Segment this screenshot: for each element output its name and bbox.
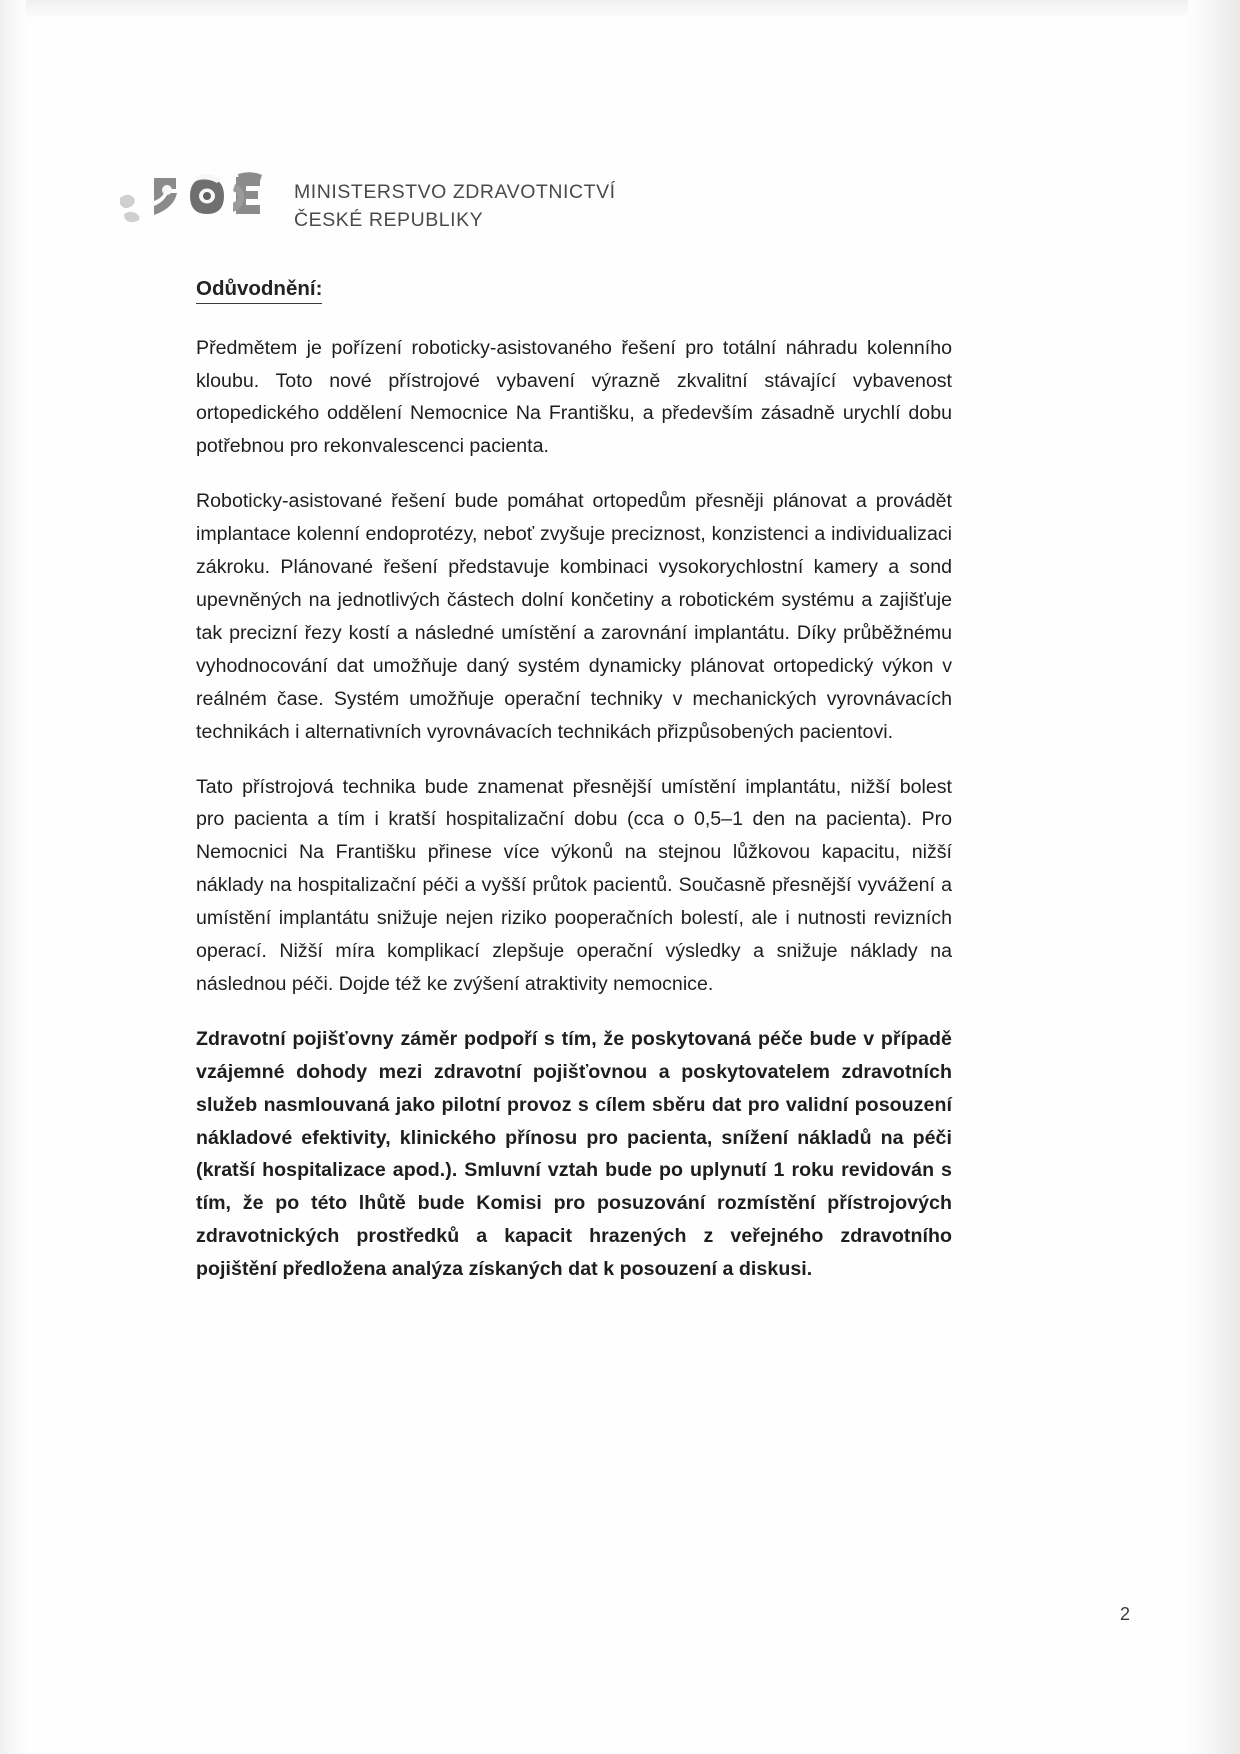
section-title-oduvodneni: Odůvodnění:	[196, 276, 322, 304]
scan-edge-left	[0, 0, 26, 1754]
letterhead-text	[294, 168, 616, 235]
ministry-name-line1: MINISTERSTVO ZDRAVOTNICTVÍ	[294, 181, 616, 203]
paragraph-1: Předmětem je pořízení roboticky-asistovaného řešení pro totální náhradu kolenního kloubu. Toto nové přístrojové vybavení výrazně zkvalitní stávající vybavenost ortopedického oddělení Nemocnice Na Františku, a především zásadně urychlí dobu potřebnou pro rekonvalescenci pacienta.	[196, 336, 952, 458]
scan-edge-right	[1188, 0, 1240, 1754]
paragraph-4-insurers-statement: Zdravotní pojišťovny záměr podpoří s tím, že poskytovaná péče bude v případě vzájemné dohody mezi zdravotní pojišťovnou a poskytovatelem zdravotních služeb nasmlouvaná jako pilotní provoz s cílem sběru dat pro validní posouzení nákladové efektivity, klinického přínosu pro pacienta, snížení nákladů na péči (kratší hospitalizace apod.). Smluvní vztah bude po uplynutí 1 roku revidován s tím, že po této lhůtě bude Komisi pro posuzování rozmístění přístrojových zdravotnických prostředků a kapacit hrazených z veřejného zdravotního pojištění předložena analýza získaných dat k posouzení a diskusi.	[196, 1027, 952, 1281]
scan-edge-top	[0, 0, 1240, 18]
letterhead	[118, 168, 616, 235]
ministry-name-line2: ČESKÉ REPUBLIKY	[294, 209, 484, 232]
ministry-of-health-cz-logo	[118, 168, 278, 230]
page-number: 2	[1119, 1604, 1130, 1624]
document-body	[196, 276, 952, 1286]
paragraph-3: Tato přístrojová technika bude znamenat přesnější umístění implantátu, nižší bolest pro pacienta a tím i kratší hospitalizační dobu (cca o 0,5–1 den na pacienta). Pro Nemocnici Na Františku přinese více výkonů na stejnou lůžkovou kapacitu, nižší náklady na hospitalizační péči a vyšší průtok pacientů. Současně přesnější vyvážení a umístění implantátu snižuje nejen riziko pooperačních bolestí, ale i nutnosti revizních operací. Nižší míra komplikací zlepšuje operační výsledky a snižuje náklady na následnou péči. Dojde též ke zvýšení atraktivity nemocnice.	[196, 775, 952, 995]
paragraph-2: Roboticky-asistované řešení bude pomáhat ortopedům přesněji plánovat a provádět implantace kolenní endoprotézy, neboť zvyšuje preciznost, konzistenci a individualizaci zákroku. Plánované řešení představuje kombinaci vysokorychlostní kamery a sond upevněných na jednotlivých částech dolní končetiny a robotickém systému a zajišťuje tak precizní řezy kostí a následné umístění a zarovnání implantátu. Díky průběžnému vyhodnocování dat umožňuje daný systém dynamicky plánovat ortopedický výkon v reálném čase. Systém umožňuje operační techniky v mechanických vyrovnávacích technikách i alternativních vyrovnávacích technikách přizpůsobených pacientovi.	[196, 490, 952, 743]
